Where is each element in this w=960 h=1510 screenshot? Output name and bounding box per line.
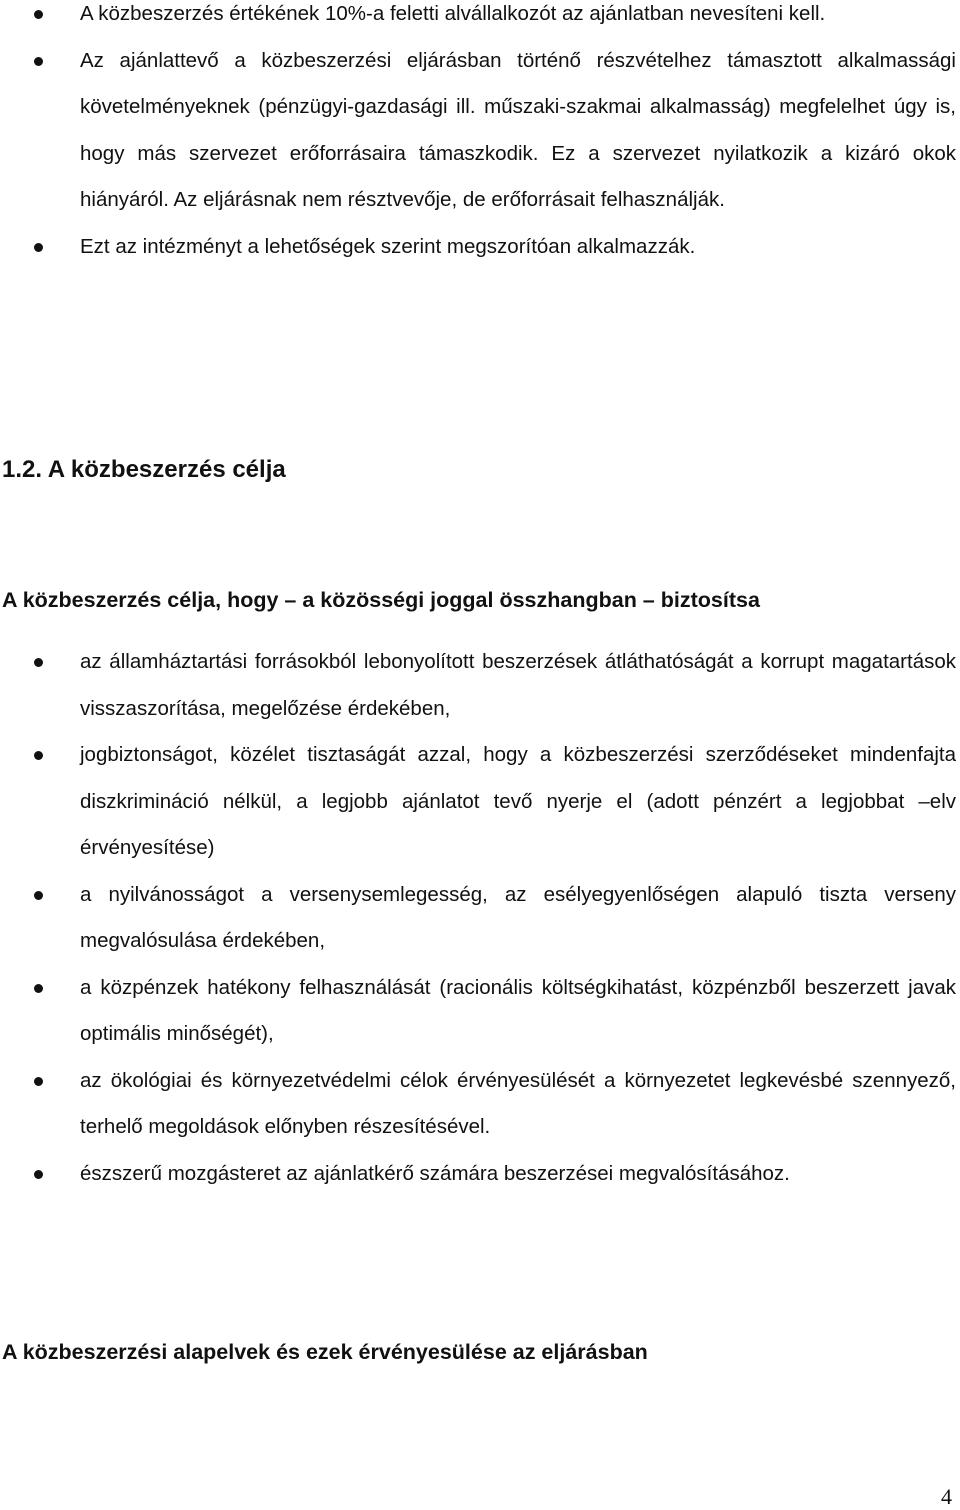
principles-heading: A közbeszerzési alapelvek és ezek érvényesülése az eljárásban (2, 1340, 648, 1364)
list-item (0, 732, 960, 872)
list-item-text: Az ajánlattevő a közbeszerzési eljárásban történő részvételhez támasztott alkalmassági követelményeknek (pénzügyi-gazdasági ill. műszaki-szakmai alkalmasság) megfelelhet úgy is, hogy más szervezet erőforrásaira támaszkodik. Ez a szervezet nyilatkozik a kizáró okok hiányáról. Az eljárásnak nem résztvevője, de erőforrásait felhasználják. (80, 48, 956, 211)
list-item-text: a közpénzek hatékony felhasználását (racionális költségkihatást, közpénzből beszerzett javak optimális minőségét), (80, 975, 956, 1045)
list-item (0, 224, 960, 271)
bullet-icon (34, 57, 43, 66)
list-item (0, 1151, 960, 1198)
list-item (0, 872, 960, 965)
bullet-icon (34, 1077, 43, 1086)
list-item (0, 1058, 960, 1151)
list-item-text: Ezt az intézményt a lehetőségek szerint megszorítóan alkalmazzák. (80, 234, 696, 258)
list-item (0, 38, 960, 224)
bullet-icon (34, 751, 43, 760)
list-item-text: észszerű mozgásteret az ajánlatkérő számára beszerzései megvalósításához. (80, 1161, 790, 1185)
top-bullet-list (0, 0, 960, 270)
lead-sentence: A közbeszerzés célja, hogy – a közösségi joggal összhangban – biztosítsa (2, 588, 760, 612)
list-item-text: jogbiztonságot, közélet tisztaságát azzal, hogy a közbeszerzési szerződéseket mindenfajta diszkrimináció nélkül, a legjobb ajánlatot tevő nyerje el (adott pénzért a legjobbat –elv érvényesítése) (80, 743, 956, 859)
list-item-text: az államháztartási forrásokból lebonyolított beszerzések átláthatóságát a korrupt magatartások visszaszorítása, megelőzése érdekében, (80, 650, 956, 720)
list-item-text: a nyilvánosságot a versenysemlegesség, az esélyegyenlőségen alapuló tiszta verseny megvalósulása érdekében, (80, 882, 956, 952)
page-number: 4 (941, 1484, 952, 1509)
bullet-icon (34, 891, 43, 900)
list-item-text: A közbeszerzés értékének 10%-a feletti alvállalkozót az ajánlatban nevesíteni kell. (80, 2, 826, 25)
section-heading: 1.2. A közbeszerzés célja (2, 456, 286, 483)
bullet-icon (34, 10, 43, 19)
bullet-icon (34, 984, 43, 993)
bullet-icon (34, 1170, 43, 1179)
list-item-text: az ökológiai és környezetvédelmi célok érvényesülését a környezetet legkevésbé szennyező, terhelő megoldások előnyben részesítésével. (80, 1068, 956, 1138)
goals-bullet-list (0, 639, 960, 1197)
list-item (0, 0, 960, 38)
list-item (0, 639, 960, 732)
list-item (0, 965, 960, 1058)
bullet-icon (34, 243, 43, 252)
bullet-icon (34, 658, 43, 667)
